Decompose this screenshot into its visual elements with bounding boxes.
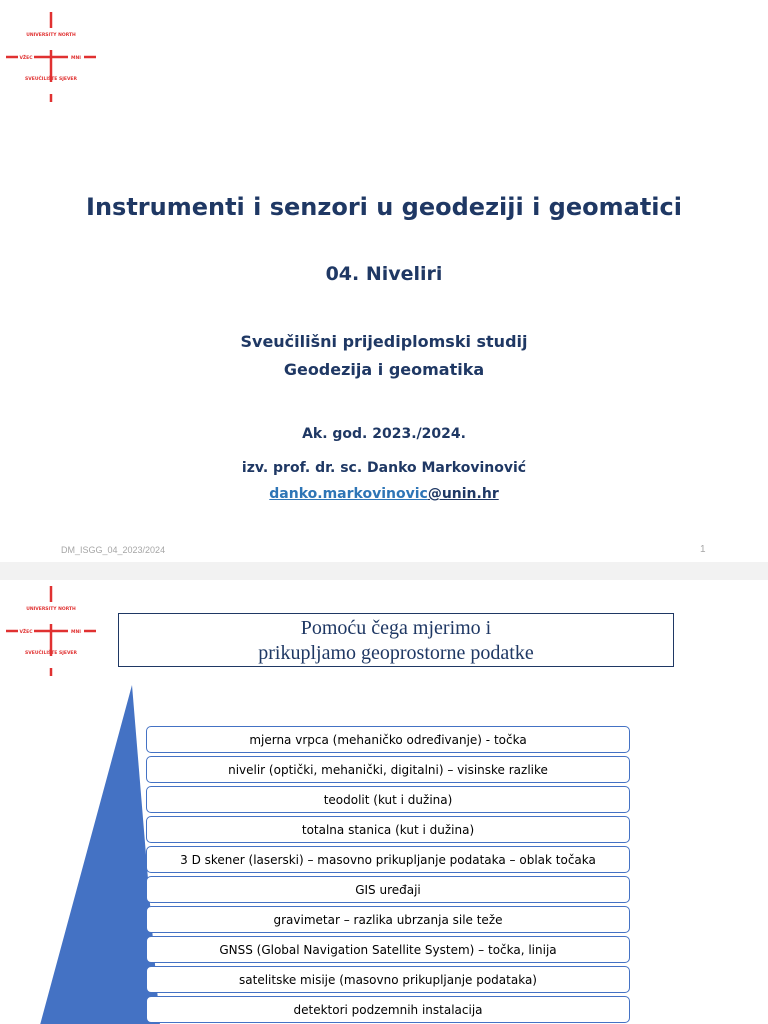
logo-text-bottom: SVEUČILIŠTE SJEVER (25, 77, 77, 82)
logo-text-bottom: SVEUČILIŠTE SJEVER (25, 651, 77, 656)
footer-code: DM_ISGG_04_2023/2024 (61, 545, 166, 555)
email-link-user[interactable]: danko.markovinovic (269, 486, 428, 502)
instrument-item: satelitske misije (masovno prikupljanje podataka) (146, 966, 630, 993)
instrument-item: teodolit (kut i dužina) (146, 786, 630, 813)
logo-text-top: UNIVERSITY NORTH (26, 33, 76, 38)
instruments-slide (0, 580, 768, 1024)
study-program-line1: Sveučilišni prijediplomski studij (240, 332, 528, 351)
instrument-item: GIS uređaji (146, 876, 630, 903)
logo-text-left: VŽEC (19, 630, 33, 635)
slide-title-box (118, 613, 674, 667)
logo-text-top: UNIVERSITY NORTH (26, 607, 76, 612)
logo-text-right: MNI (71, 630, 81, 635)
university-logo (4, 584, 98, 678)
instrument-item: mjerna vrpca (mehaničko određivanje) - točka (146, 726, 630, 753)
lecture-subtitle: 04. Niveliri (325, 263, 443, 285)
instrument-item: GNSS (Global Navigation Satellite System) – točka, linija (146, 936, 630, 963)
university-logo (4, 10, 98, 104)
instrument-item: gravimetar – razlika ubrzanja sile teže (146, 906, 630, 933)
presentation-title: Instrumenti i senzori u geodeziji i geomatici (86, 193, 682, 221)
instrument-item: detektori podzemnih instalacija (146, 996, 630, 1023)
academic-year: Ak. god. 2023./2024. (302, 426, 466, 442)
slide-divider (0, 562, 768, 580)
instrument-item: 3 D skener (laserski) – masovno prikupljanje podataka – oblak točaka (146, 846, 630, 873)
author-name: izv. prof. dr. sc. Danko Markovinović (241, 460, 527, 476)
pyramid-shape (0, 685, 160, 1024)
slide-title-line1: Pomoću čega mjerimo i (300, 617, 492, 639)
instrument-item: totalna stanica (kut i dužina) (146, 816, 630, 843)
page-number: 1 (700, 544, 706, 555)
instrument-item: nivelir (optički, mehanički, digitalni) – visinske razlike (146, 756, 630, 783)
logo-text-right: MNI (71, 56, 81, 61)
study-program-line2: Geodezija i geomatika (283, 360, 485, 379)
logo-text-left: VŽEC (19, 56, 33, 61)
slide-title-line2: prikupljamo geoprostorne podatke (258, 642, 534, 664)
author-email[interactable] (0, 486, 768, 502)
email-link-domain[interactable]: @unin.hr (427, 486, 499, 502)
